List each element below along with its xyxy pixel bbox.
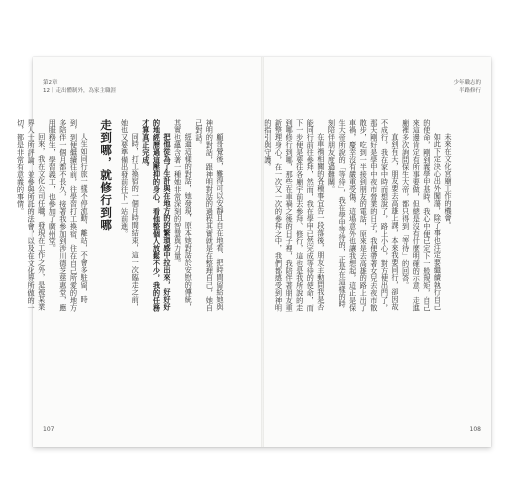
left-section-paragraph-2: 回來，我在文化公司任職，發現在工作之外，是被某業界人士所評論、並參與所託的法會，以及在文化界所做的一切，都是非常有意義的事情。 xyxy=(16,119,47,312)
section-heading: 走到哪，就修行到哪 xyxy=(99,119,114,232)
left-section-paragraph-1: 人生如同行旅一樣不停流動、離站，不會多駐留，時到，到便繼續往前，往學習打工換宿、住在自己所愛的地方多陪伴一個月都不長久，接著我參加到涉川德芝慈惠堂，應用服務生，學習義工，也參加了廣州堂。 xyxy=(48,119,90,312)
right-header-line2: 半路修行 xyxy=(458,88,481,94)
right-body-text xyxy=(263,119,453,314)
right-header-line1: 少年職志的 xyxy=(453,80,481,86)
right-running-header xyxy=(453,79,481,95)
left-body-text xyxy=(16,119,225,314)
left-running-header xyxy=(43,79,116,95)
left-paragraph-4: 同時，打工換宿的一個月時間結束，這一次臨走之前，她也又要準備出發前往下一站前進。 xyxy=(120,119,141,311)
left-header-chapter: 第2章 xyxy=(43,80,58,86)
section-heading-wrap xyxy=(99,119,113,232)
left-paragraph-3-bold: 把他從為了生計與在地方的的繁瑣感中拉出來，好好好的地經歷過這壓抑的身心，看他整個人放鬆不少，我的任務才算真正完成。 xyxy=(141,119,173,312)
left-page xyxy=(16,57,261,447)
right-page-number: 108 xyxy=(469,426,481,433)
right-paragraph-2: 如此下定決心出外闖蕩，除了事也注定要繼續執行自己的使命，剛到義學甲基時，我心中便已定下一般規矩，自己來這邊肯定有所事要做，但總是沒有什麼明確的示意，走進廟裡多次詢問保生大帝，都只得到「等待」的回答。 xyxy=(401,119,443,312)
open-book xyxy=(16,57,491,447)
left-page-number: 107 xyxy=(43,426,55,433)
left-header-title: 12｜走出體制外，為家主職涯 xyxy=(43,88,116,94)
right-paragraph-4: 在車禍相關的各種事宜告一段落後，朋友主動問我是否能同行前往參拜，然而，我在學甲已然完成等待的使命，而下一步便是要往各廟宇前去參拜、修行，這也是我所說的走到哪修行到哪，那些在車禍之後的日子裡，我陪伴著朋友重新整理身心，在一次又一次的參拜之中，我們都感受到神明的指引與守護。 xyxy=(263,119,326,312)
right-page xyxy=(263,57,491,447)
left-paragraph-1: 顧哥覺後，難得可以安靜且自在地看、把時間留給她與神明的對話，跟神明對話的過程其實就是在整理自己，她自己對話。 xyxy=(194,119,225,312)
left-paragraph-2: 經過這樣的對話，她發現，原本她對話於安慰的傳統，其實也蘊含著一種她非常深刻的智慧與力量。 xyxy=(173,119,194,311)
right-paragraph-3: 直到有天，朋友要去高雄上課，本來我要同行，卻因故不成行，我在家中時而想說了，路上小心，對方便出門了，那天剛好是學甲中夜市營業的日子，我便帶著女兒去夜市散散步，吃到一半接到朋友的電話，原來是去高雄的路上出了車禍，慶幸沒有嚴重受傷，這場意外也讓我想起，這正是保生大帝所說的「等待」，我在學甲等待的，正是在這樣的時刻陪伴朋友度過難關。 xyxy=(327,119,401,312)
right-paragraph-1: 未來在文化宮廟工作的機會。 xyxy=(444,133,453,230)
